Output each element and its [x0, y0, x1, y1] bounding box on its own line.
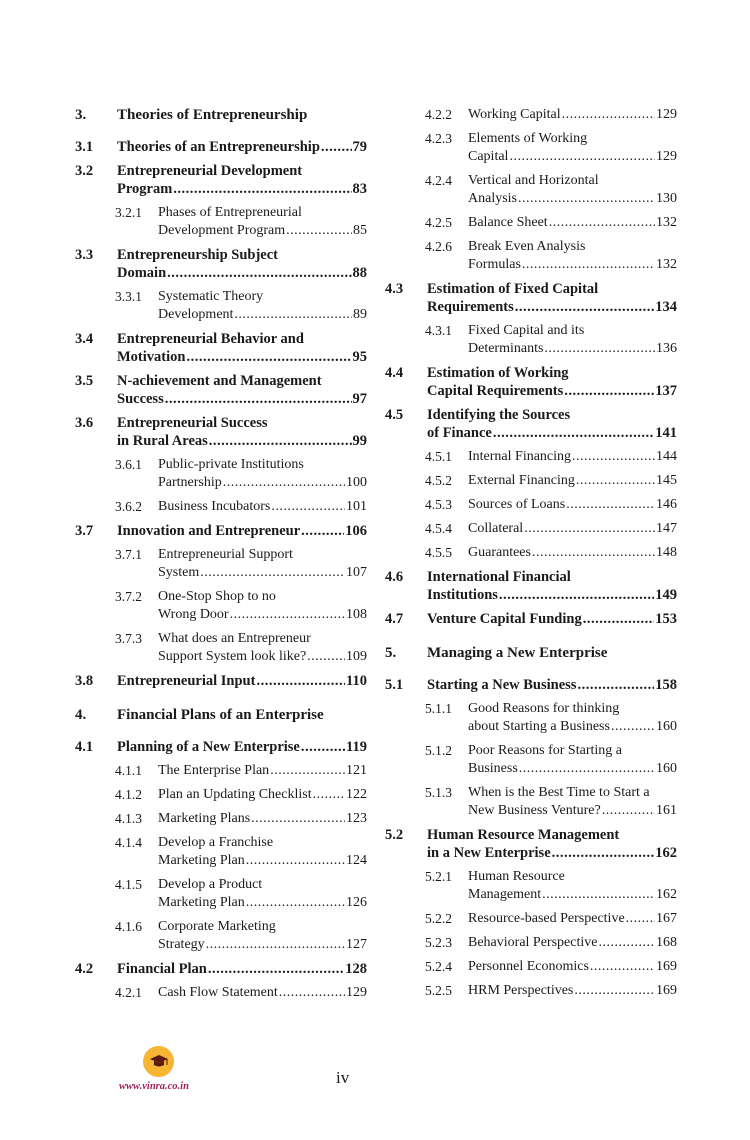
toc-page-number: 95 — [352, 349, 367, 365]
toc-page-number: 161 — [656, 803, 677, 818]
toc-page-number: 85 — [353, 223, 367, 238]
toc-entry-number: 5.2.2 — [425, 911, 452, 926]
toc-column-left — [75, 106, 367, 1008]
toc-entry-title: Entrepreneurial Development — [117, 163, 303, 179]
toc-entry-title: Formulas — [468, 257, 521, 272]
toc-page-number: 167 — [656, 911, 677, 926]
toc-page-number: 126 — [346, 895, 367, 910]
dot-leader — [518, 190, 655, 208]
toc-entry-number: 4.5.2 — [425, 473, 452, 488]
toc-page-number: 132 — [656, 215, 677, 230]
dot-leader — [493, 424, 654, 442]
toc-entry-title: Marketing Plans — [158, 811, 251, 826]
toc-entry[interactable] — [385, 742, 677, 778]
toc-entry-number: 3.6.1 — [115, 457, 142, 472]
toc-entry-number: 4.7 — [385, 611, 404, 627]
toc-entry-title: Elements of Working — [468, 131, 588, 146]
toc-entry-title: about Starting a Business — [468, 719, 610, 734]
toc-entry-number: 4.5 — [385, 407, 404, 423]
dot-leader — [515, 298, 655, 316]
toc-entry[interactable] — [385, 868, 677, 904]
toc-entry-title: Theories of an Entrepreneurship — [117, 139, 320, 155]
toc-entry-number: 4.1.5 — [115, 877, 142, 892]
dot-leader — [209, 432, 352, 450]
toc-page-number: 162 — [656, 887, 677, 902]
toc-column-right — [385, 106, 677, 1006]
toc-chapter-heading — [75, 706, 367, 724]
toc-entry-title: Fixed Capital and its — [468, 323, 585, 338]
dot-leader — [611, 718, 655, 736]
toc-entry-title: Vertical and Horizontal — [468, 173, 599, 188]
toc-entry[interactable] — [385, 172, 677, 208]
toc-entry-title: Institutions — [427, 587, 498, 603]
dot-leader — [519, 760, 655, 778]
graduation-cap-icon — [149, 1054, 169, 1070]
toc-entry-number: 3.7.2 — [115, 589, 142, 604]
toc-page-number: 129 — [656, 107, 677, 122]
toc-entry-number: 4.5.3 — [425, 497, 452, 512]
toc-entry[interactable] — [75, 810, 367, 828]
dot-leader — [279, 984, 345, 1002]
toc-entry-number: 4.1.4 — [115, 835, 142, 850]
toc-page-number: 89 — [353, 307, 367, 322]
toc-entry-title: Human Resource — [468, 869, 565, 884]
toc-entry-title: Domain — [117, 265, 167, 281]
toc-entry-title: Wrong Door — [158, 607, 229, 622]
toc-entry-title: Business Incubators — [158, 499, 271, 514]
toc-entry-title: Managing a New Enterprise — [427, 645, 608, 661]
toc-entry[interactable] — [385, 544, 677, 562]
toc-entry-title: Develop a Product — [158, 877, 263, 892]
toc-entry[interactable] — [75, 738, 367, 756]
toc-entry-number: 4.2.4 — [425, 173, 452, 188]
toc-entry-number: 4.6 — [385, 569, 404, 585]
toc-entry-number: 4.1 — [75, 739, 94, 755]
toc-entry-number: 5.1.1 — [425, 701, 452, 716]
toc-entry[interactable] — [385, 238, 677, 274]
toc-entry-title: Human Resource Management — [427, 827, 620, 843]
toc-entry-number: 5.2.3 — [425, 935, 452, 950]
toc-page-number: 147 — [656, 521, 677, 536]
toc-entry[interactable] — [385, 958, 677, 976]
toc-entry-number: 3.3.1 — [115, 289, 142, 304]
toc-entry-number: 3.8 — [75, 673, 94, 689]
dot-leader — [200, 564, 345, 582]
dot-leader — [246, 894, 345, 912]
toc-entry-title: Estimation of Working — [427, 365, 569, 381]
toc-entry-number: 3.2.1 — [115, 205, 142, 220]
toc-entry-number: 4.2 — [75, 961, 94, 977]
dot-leader — [522, 256, 655, 274]
toc-entry-number: 3.2 — [75, 163, 94, 179]
dot-leader — [206, 936, 345, 954]
toc-page-number: 121 — [346, 763, 367, 778]
toc-entry-number: 4.1.2 — [115, 787, 142, 802]
toc-entry[interactable] — [385, 322, 677, 358]
toc-page-number: 148 — [656, 545, 677, 560]
dot-leader — [626, 910, 655, 928]
dot-leader — [577, 676, 654, 694]
dot-leader — [230, 606, 345, 624]
toc-entry-title: Identifying the Sources — [427, 407, 571, 423]
toc-entry-title: Entrepreneurial Input — [117, 673, 256, 689]
toc-entry-title: Analysis — [468, 191, 517, 206]
toc-entry-number: 3.7.3 — [115, 631, 142, 646]
toc-entry[interactable] — [385, 784, 677, 820]
toc-page-number: 134 — [655, 299, 677, 315]
toc-entry[interactable] — [75, 138, 367, 156]
toc-entry[interactable] — [385, 568, 677, 604]
toc-entry-number: 5.2 — [385, 827, 404, 843]
toc-entry-title: Marketing Plan — [158, 853, 245, 868]
dot-leader — [544, 340, 655, 358]
toc-entry[interactable] — [75, 630, 367, 666]
toc-page-number: 97 — [352, 391, 367, 407]
toc-entry[interactable] — [75, 918, 367, 954]
toc-page-number: 136 — [656, 341, 677, 356]
dot-leader — [223, 474, 345, 492]
toc-entry-title: Working Capital — [468, 107, 561, 122]
toc-entry-number: 4.2.2 — [425, 107, 452, 122]
toc-page-number: 88 — [352, 265, 367, 281]
toc-entry[interactable] — [75, 246, 367, 282]
toc-entry-title: Systematic Theory — [158, 289, 264, 304]
toc-entry-number: 4.3.1 — [425, 323, 452, 338]
toc-entry[interactable] — [75, 522, 367, 540]
toc-entry-title: Resource-based Perspective — [468, 911, 625, 926]
toc-entry-title: System — [158, 565, 200, 580]
toc-page-number: 137 — [655, 383, 677, 399]
toc-entry[interactable] — [75, 498, 367, 516]
toc-page-number: 158 — [655, 677, 677, 693]
dot-leader — [549, 214, 655, 232]
toc-entry-title: Good Reasons for thinking — [468, 701, 620, 716]
dot-leader — [562, 106, 655, 124]
toc-entry[interactable] — [385, 214, 677, 232]
toc-entry-title: External Financing — [468, 473, 575, 488]
toc-entry[interactable] — [385, 406, 677, 442]
toc-entry[interactable] — [385, 934, 677, 952]
toc-page-number: 129 — [346, 985, 367, 1000]
page-number: iv — [336, 1068, 350, 1087]
toc-entry-title: Capital — [468, 149, 509, 164]
dot-leader — [321, 138, 352, 156]
dot-leader — [509, 148, 655, 166]
dot-leader — [307, 648, 345, 666]
toc-entry-number: 4.2.1 — [115, 985, 142, 1000]
toc-entry-number: 4.2.5 — [425, 215, 452, 230]
toc-page-number: 169 — [656, 983, 677, 998]
toc-entry-title: Financial Plans of an Enterprise — [117, 707, 324, 723]
toc-page-number: 107 — [346, 565, 367, 580]
toc-chapter-heading — [75, 106, 367, 124]
toc-entry[interactable] — [385, 910, 677, 928]
toc-entry[interactable] — [385, 448, 677, 466]
toc-entry-title: Financial Plan — [117, 961, 207, 977]
toc-entry-title: Entrepreneurial Behavior and — [117, 331, 304, 347]
toc-entry-number: 4.1.1 — [115, 763, 142, 778]
toc-entry-title: Entrepreneurial Success — [117, 415, 268, 431]
toc-entry-title: New Business Venture? — [468, 803, 601, 818]
toc-entry-title: Collateral — [468, 521, 524, 536]
publisher-logo — [143, 1046, 174, 1077]
toc-entry-title: of Finance — [427, 425, 492, 441]
toc-entry-number: 5.2.5 — [425, 983, 452, 998]
toc-page-number: 145 — [656, 473, 677, 488]
toc-entry-title: Plan an Updating Checklist — [158, 787, 312, 802]
dot-leader — [167, 264, 351, 282]
toc-entry-title: Balance Sheet — [468, 215, 548, 230]
toc-entry[interactable] — [75, 546, 367, 582]
toc-entry-title: Estimation of Fixed Capital — [427, 281, 599, 297]
toc-entry[interactable] — [75, 372, 367, 408]
toc-entry-title: Venture Capital Funding — [427, 611, 582, 627]
toc-entry[interactable] — [75, 588, 367, 624]
publisher-url[interactable]: www.vinra.co.in — [119, 1081, 189, 1092]
dot-leader — [286, 222, 352, 240]
dot-leader — [524, 520, 655, 538]
dot-leader — [602, 802, 655, 820]
toc-entry-number: 3.1 — [75, 139, 94, 155]
toc-page-number: 160 — [656, 761, 677, 776]
toc-entry-number: 3.5 — [75, 373, 94, 389]
dot-leader — [301, 738, 345, 756]
toc-entry[interactable] — [385, 280, 677, 316]
toc-entry-number: 4.1.3 — [115, 811, 142, 826]
dot-leader — [270, 762, 345, 780]
toc-page-number: 123 — [346, 811, 367, 826]
toc-entry-title: Management — [468, 887, 542, 902]
dot-leader — [301, 522, 344, 540]
toc-entry-number: 3.3 — [75, 247, 94, 263]
toc-entry-title: Capital Requirements — [427, 383, 564, 399]
toc-entry-number: 4.1.6 — [115, 919, 142, 934]
toc-page-number: 146 — [656, 497, 677, 512]
toc-entry-number: 5. — [385, 645, 397, 661]
toc-entry-number: 5.1.2 — [425, 743, 452, 758]
toc-entry-number: 5.2.1 — [425, 869, 452, 884]
toc-entry[interactable] — [75, 672, 367, 690]
toc-entry[interactable] — [75, 762, 367, 780]
toc-entry[interactable] — [75, 960, 367, 978]
toc-entry-number: 5.2.4 — [425, 959, 452, 974]
toc-entry[interactable] — [75, 162, 367, 198]
dot-leader — [208, 960, 344, 978]
dot-leader — [598, 934, 655, 952]
toc-page-number: 153 — [655, 611, 677, 627]
toc-entry[interactable] — [75, 984, 367, 1002]
toc-entry[interactable] — [385, 610, 677, 628]
toc-entry-number: 4.5.4 — [425, 521, 452, 536]
toc-page-number: 109 — [346, 649, 367, 664]
dot-leader — [583, 610, 655, 628]
dot-leader — [246, 852, 345, 870]
dot-leader — [165, 390, 352, 408]
toc-entry-title: Business — [468, 761, 518, 776]
toc-entry-title: Strategy — [158, 937, 205, 952]
toc-entry-title: Innovation and Entrepreneur — [117, 523, 301, 539]
toc-entry-number: 4.2.6 — [425, 239, 452, 254]
dot-leader — [313, 786, 345, 804]
toc-page-number: 130 — [656, 191, 677, 206]
toc-entry[interactable] — [75, 876, 367, 912]
toc-entry-number: 4.5.1 — [425, 449, 452, 464]
toc-entry-title: Planning of a New Enterprise — [117, 739, 300, 755]
toc-page-number: 101 — [346, 499, 367, 514]
toc-entry-title: When is the Best Time to Start a — [468, 785, 650, 800]
toc-entry-title: Starting a New Business — [427, 677, 577, 693]
toc-entry-title: International Financial — [427, 569, 571, 585]
toc-entry-number: 4. — [75, 707, 87, 723]
toc-entry-title: Success — [117, 391, 164, 407]
toc-page-number: 162 — [655, 845, 677, 861]
toc-entry[interactable] — [385, 496, 677, 514]
toc-entry-title: Entrepreneurial Support — [158, 547, 293, 562]
toc-entry-title: Behavioral Perspective — [468, 935, 598, 950]
toc-entry-title: Sources of Loans — [468, 497, 566, 512]
toc-entry[interactable] — [75, 786, 367, 804]
dot-leader — [590, 958, 655, 976]
toc-entry-title: Requirements — [427, 299, 514, 315]
toc-entry-title: Phases of Entrepreneurial — [158, 205, 302, 220]
toc-entry-title: Motivation — [117, 349, 186, 365]
toc-entry-title: Internal Financing — [468, 449, 572, 464]
dot-leader — [576, 472, 655, 490]
toc-entry[interactable] — [75, 288, 367, 324]
dot-leader — [566, 496, 655, 514]
toc-entry-number: 4.5.5 — [425, 545, 452, 560]
toc-page-number: 79 — [352, 139, 367, 155]
toc-entry[interactable] — [385, 364, 677, 400]
toc-entry-title: in a New Enterprise — [427, 845, 551, 861]
toc-entry-number: 4.4 — [385, 365, 404, 381]
toc-entry-number: 5.1 — [385, 677, 404, 693]
toc-entry-title: One-Stop Shop to no — [158, 589, 276, 604]
toc-entry-title: Guarantees — [468, 545, 531, 560]
toc-entry[interactable] — [75, 204, 367, 240]
toc-page-number: 119 — [346, 739, 367, 755]
toc-page-number: 127 — [346, 937, 367, 952]
toc-entry-title: What does an Entrepreneur — [158, 631, 311, 646]
toc-entry[interactable] — [385, 826, 677, 862]
toc-page-number: 168 — [656, 935, 677, 950]
dot-leader — [186, 348, 351, 366]
toc-page-number: 100 — [346, 475, 367, 490]
toc-entry-title: HRM Perspectives — [468, 983, 574, 998]
toc-entry-number: 3.6 — [75, 415, 94, 431]
toc-entry[interactable] — [385, 982, 677, 1000]
toc-page-number: 169 — [656, 959, 677, 974]
toc-entry-title: Develop a Franchise — [158, 835, 274, 850]
dot-leader — [271, 498, 345, 516]
toc-page-number: 132 — [656, 257, 677, 272]
toc-entry-title: Support System look like? — [158, 649, 307, 664]
toc-entry-title: Entrepreneurship Subject — [117, 247, 278, 263]
dot-leader — [564, 382, 654, 400]
dot-leader — [256, 672, 345, 690]
dot-leader — [552, 844, 655, 862]
toc-entry-title: Development — [158, 307, 234, 322]
toc-entry-title: Partnership — [158, 475, 222, 490]
toc-entry-title: N-achievement and Management — [117, 373, 322, 389]
dot-leader — [574, 982, 655, 1000]
toc-entry-title: Determinants — [468, 341, 544, 356]
toc-entry-number: 3. — [75, 107, 87, 123]
toc-entry[interactable] — [385, 700, 677, 736]
toc-entry[interactable] — [75, 330, 367, 366]
toc-entry-title: Marketing Plan — [158, 895, 245, 910]
toc-page-number: 83 — [352, 181, 367, 197]
dot-leader — [251, 810, 345, 828]
toc-entry-title: Development Program — [158, 223, 286, 238]
dot-leader — [234, 306, 352, 324]
dot-leader — [499, 586, 654, 604]
dot-leader — [572, 448, 655, 466]
toc-entry-title: Public-private Institutions — [158, 457, 304, 472]
toc-page-number: 128 — [345, 961, 367, 977]
toc-entry-number: 3.4 — [75, 331, 94, 347]
dot-leader — [542, 886, 655, 904]
toc-entry[interactable] — [75, 414, 367, 450]
toc-entry-title: Program — [117, 181, 173, 197]
toc-entry[interactable] — [385, 520, 677, 538]
toc-entry-title: in Rural Areas — [117, 433, 208, 449]
toc-entry-number: 4.2.3 — [425, 131, 452, 146]
toc-chapter-heading — [385, 644, 677, 662]
toc-entry-title: Cash Flow Statement — [158, 985, 278, 1000]
toc-page-number: 122 — [346, 787, 367, 802]
toc-page-number: 108 — [346, 607, 367, 622]
dot-leader — [532, 544, 655, 562]
dot-leader — [173, 180, 351, 198]
toc-entry[interactable] — [385, 472, 677, 490]
toc-entry[interactable] — [385, 130, 677, 166]
toc-page-number: 99 — [352, 433, 367, 449]
toc-entry[interactable] — [385, 676, 677, 694]
toc-page-number: 129 — [656, 149, 677, 164]
toc-entry[interactable] — [385, 106, 677, 124]
toc-entry-number: 3.7 — [75, 523, 94, 539]
toc-entry[interactable] — [75, 456, 367, 492]
toc-page-number: 160 — [656, 719, 677, 734]
toc-entry-title: Poor Reasons for Starting a — [468, 743, 622, 758]
toc-entry-number: 4.3 — [385, 281, 404, 297]
toc-page-number: 110 — [346, 673, 367, 689]
toc-page-number: 106 — [345, 523, 367, 539]
toc-page-number: 144 — [656, 449, 677, 464]
toc-entry-number: 3.6.2 — [115, 499, 142, 514]
toc-entry-number: 3.7.1 — [115, 547, 142, 562]
toc-entry-number: 5.1.3 — [425, 785, 452, 800]
toc-page-number: 149 — [655, 587, 677, 603]
toc-page-number: 141 — [655, 425, 677, 441]
toc-entry-title: Theories of Entrepreneurship — [117, 107, 308, 123]
toc-page-number: 124 — [346, 853, 367, 868]
toc-entry[interactable] — [75, 834, 367, 870]
toc-entry-title: The Enterprise Plan — [158, 763, 270, 778]
toc-entry-title: Corporate Marketing — [158, 919, 276, 934]
toc-entry-title: Personnel Economics — [468, 959, 589, 974]
toc-entry-title: Break Even Analysis — [468, 239, 586, 254]
